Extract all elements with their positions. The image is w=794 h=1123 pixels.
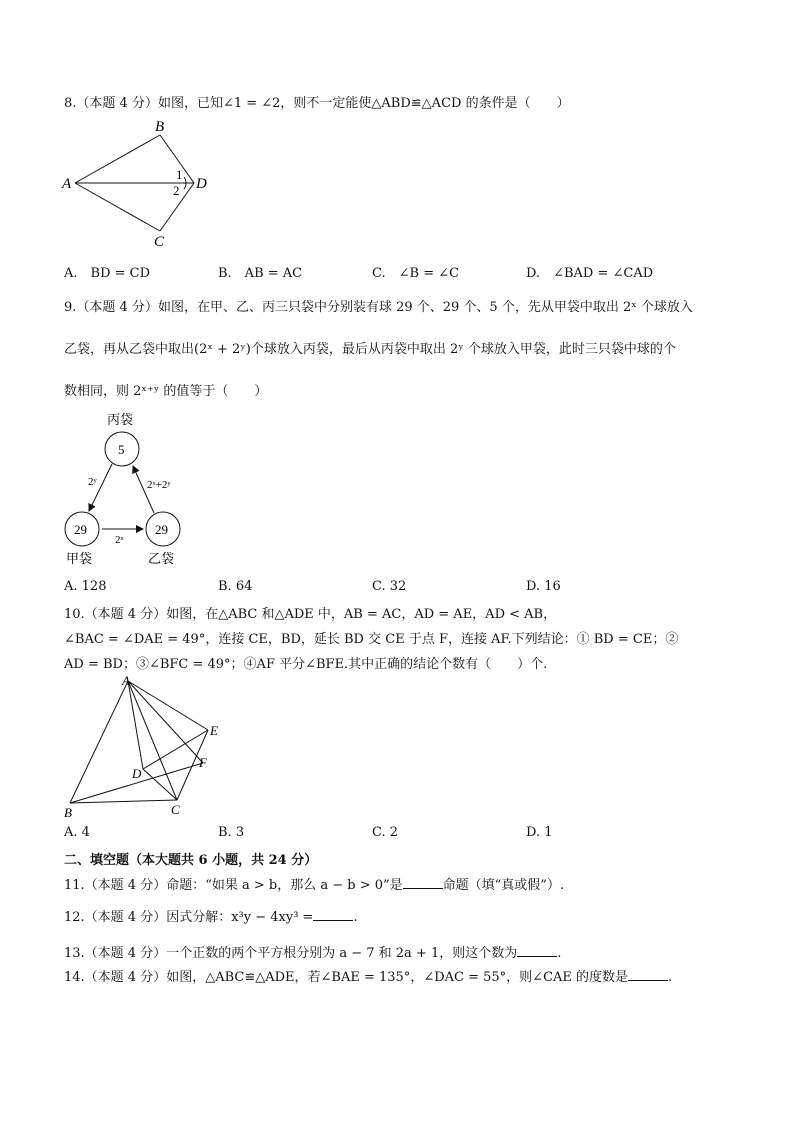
- q12-text-end: .: [353, 910, 358, 925]
- q9-stem-line3: 数相同，则 2ˣ⁺ʸ 的值等于（ ）: [64, 384, 268, 399]
- q11: [64, 874, 564, 893]
- q9-option-b[interactable]: B. 64: [218, 579, 253, 594]
- q14-answer-blank[interactable]: [628, 968, 668, 981]
- arrow-label-yi-bing: 2ˣ+2ʸ: [147, 479, 171, 491]
- q14-text: 14.（本题 4 分）如图，△ABC≌△ADE，若∠BAE = 135°，∠DAC = 55°，则∠CAE 的度数是: [64, 970, 629, 985]
- q9-stem-line1: 9.（本题 4 分）如图，在甲、乙、丙三只袋中分别装有球 29 个、29 个、5 个，先从甲袋中取出 2ˣ 个球放入: [64, 300, 693, 315]
- q10-figure: [60, 673, 230, 821]
- bag-bing-count: 5: [118, 442, 125, 457]
- q12-text: 12.（本题 4 分）因式分解：x³y − 4xy³ =: [64, 910, 314, 925]
- q10-option-b[interactable]: B. 3: [218, 825, 245, 840]
- q13: [64, 942, 561, 961]
- q13-text-end: .: [557, 946, 562, 961]
- q9-option-d[interactable]: D. 16: [526, 579, 561, 594]
- q10-option-a[interactable]: A. 4: [64, 825, 90, 840]
- q11-text: 11.（本题 4 分）命题：“如果 a > b，那么 a − b > 0”是: [64, 878, 403, 893]
- q10-label-d: D: [132, 766, 142, 781]
- q10-stem-line3: AD = BD；③∠BFC = 49°；④AF 平分∠BFE.其中正确的结论个数有（ ）个.: [64, 657, 548, 672]
- q8-stem: 8.（本题 4 分）如图，已知∠1 = ∠2，则不一定能使△ABD≌△ACD 的条件是（ ）: [64, 96, 570, 111]
- q10-stem-line1: 10.（本题 4 分）如图，在△ABC 和△ADE 中，AB = AC，AD = AE，AD < AB，: [64, 607, 557, 622]
- q8-option-d[interactable]: D. ∠BAD = ∠CAD: [526, 266, 654, 281]
- q8-option-b[interactable]: B. AB = AC: [218, 266, 303, 281]
- q8-label-c: C: [154, 234, 165, 250]
- bag-jia-label: 甲袋: [66, 551, 93, 566]
- q9-option-a[interactable]: A. 128: [64, 579, 107, 594]
- q10-label-f: F: [199, 755, 207, 770]
- q11-text-end: 命题（填“真或假”）.: [442, 878, 565, 893]
- q10-label-e: E: [210, 723, 218, 738]
- bag-yi-label: 乙袋: [148, 551, 175, 566]
- q13-text: 13.（本题 4 分）一个正数的两个平方根分别为 a − 7 和 2a + 1，则这个数为: [64, 946, 518, 961]
- arrow-label-bing-jia: 2ʸ: [88, 476, 97, 488]
- q8-label-b: B: [155, 119, 165, 135]
- q12-answer-blank[interactable]: [313, 908, 353, 921]
- arrow-label-jia-yi: 2ˣ: [115, 534, 124, 546]
- bag-jia-count: 29: [74, 522, 87, 537]
- bag-yi-count: 29: [155, 522, 168, 537]
- q13-answer-blank[interactable]: [517, 944, 557, 957]
- q14-text-end: .: [668, 970, 673, 985]
- q10-label-b: B: [64, 805, 72, 820]
- q11-answer-blank[interactable]: [403, 876, 443, 889]
- q10-option-c[interactable]: C. 2: [372, 825, 399, 840]
- q8-label-d: D: [196, 176, 207, 192]
- q8-option-a[interactable]: A. BD = CD: [64, 266, 151, 281]
- q8-angle-2: 2: [173, 183, 180, 198]
- q10-label-c: C: [171, 802, 180, 817]
- bag-bing-label: 丙袋: [107, 412, 134, 427]
- q12: [64, 906, 358, 925]
- q14: [64, 966, 672, 985]
- q8-angle-1: 1: [176, 167, 183, 182]
- q9-option-c[interactable]: C. 32: [372, 579, 407, 594]
- q10-option-d[interactable]: D. 1: [526, 825, 553, 840]
- q10-label-a: A: [122, 673, 130, 688]
- q8-label-a: A: [62, 176, 72, 192]
- q9-figure: [55, 408, 205, 573]
- section-title-fill-in: 二、填空题（本大题共 6 小题，共 24 分）: [64, 853, 318, 868]
- q9-stem-line2: 乙袋，再从乙袋中取出(2ˣ + 2ʸ)个球放入丙袋，最后从丙袋中取出 2ʸ 个球放入甲袋，此时三只袋中球的个: [64, 342, 676, 357]
- q8-option-c[interactable]: C. ∠B = ∠C: [372, 266, 460, 281]
- q8-figure: [60, 115, 220, 250]
- q10-stem-line2: ∠BAC = ∠DAE = 49°，连接 CE，BD，延长 BD 交 CE 于点 F，连接 AF.下列结论：① BD = CE；②: [64, 632, 679, 647]
